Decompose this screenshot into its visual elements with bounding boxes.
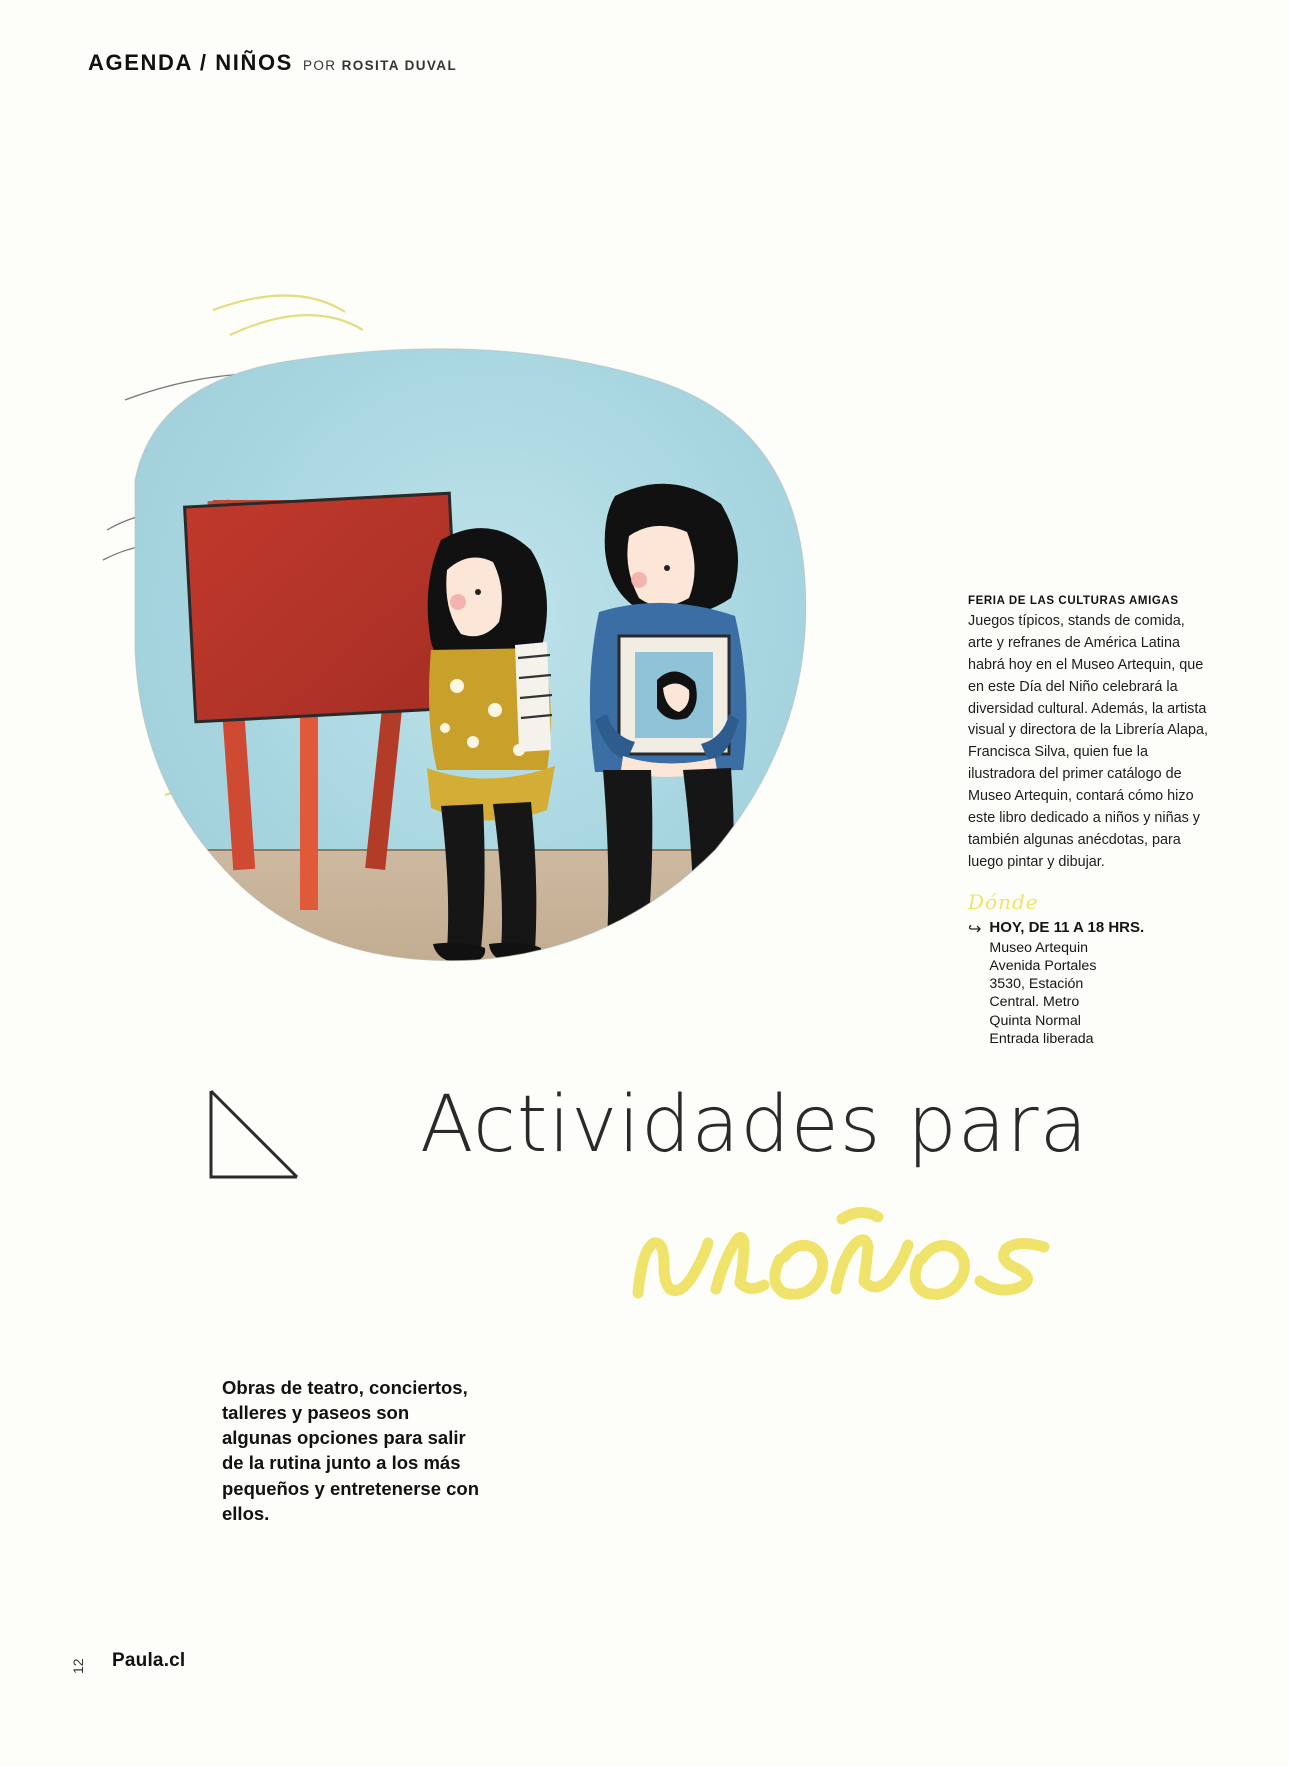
page-title: Actividades para xyxy=(420,1080,1089,1170)
byline xyxy=(303,58,457,73)
down-right-arrow-icon xyxy=(205,1085,315,1195)
page-header xyxy=(88,50,457,76)
where-details xyxy=(989,918,1144,1048)
where-place: Museo Artequin Avenida Portales 3530, Estación Central. Metro Quinta Normal Entrada liberada xyxy=(989,939,1097,1047)
byline-prefix: POR xyxy=(302,58,337,73)
page-number: 12 xyxy=(70,1658,86,1674)
page-title-script xyxy=(620,1185,1090,1315)
donde-label: Dónde xyxy=(968,889,1039,914)
article-kicker: FERIA DE LAS CULTURAS AMIGAS xyxy=(968,595,1179,607)
section-title: AGENDA / NIÑOS xyxy=(88,50,293,75)
article-body: Juegos típicos, stands de comida, arte y refranes de América Latina habrá hoy en el Museo Artequin, que en este Día del Niño celebrará la diversidad cultural. Además, la artista visual y directora de la Librería Alapa, Francisca Silva, quien fue la ilustradora del primer catálogo de Museo Artequin, contará cómo hizo este libro dedicado a niños y niñas y también algunas anécdotas, para luego pintar y dibujar. xyxy=(968,613,1208,870)
article-block xyxy=(968,595,1211,1048)
byline-author: ROSITA DUVAL xyxy=(341,58,458,73)
illustration-scene xyxy=(95,250,885,1050)
where-block xyxy=(968,918,1211,1048)
arrow-icon: ↪ xyxy=(968,920,982,938)
footer-brand: Paula.cl xyxy=(112,1650,186,1671)
illustration xyxy=(95,250,885,1050)
where-when: HOY, DE 11 A 18 HRS. xyxy=(989,918,1145,936)
standfirst: Obras de teatro, conciertos, talleres y paseos son algunas opciones para salir de la rutina junto a los más pequeños y entretenerse con ellos. xyxy=(222,1377,480,1524)
